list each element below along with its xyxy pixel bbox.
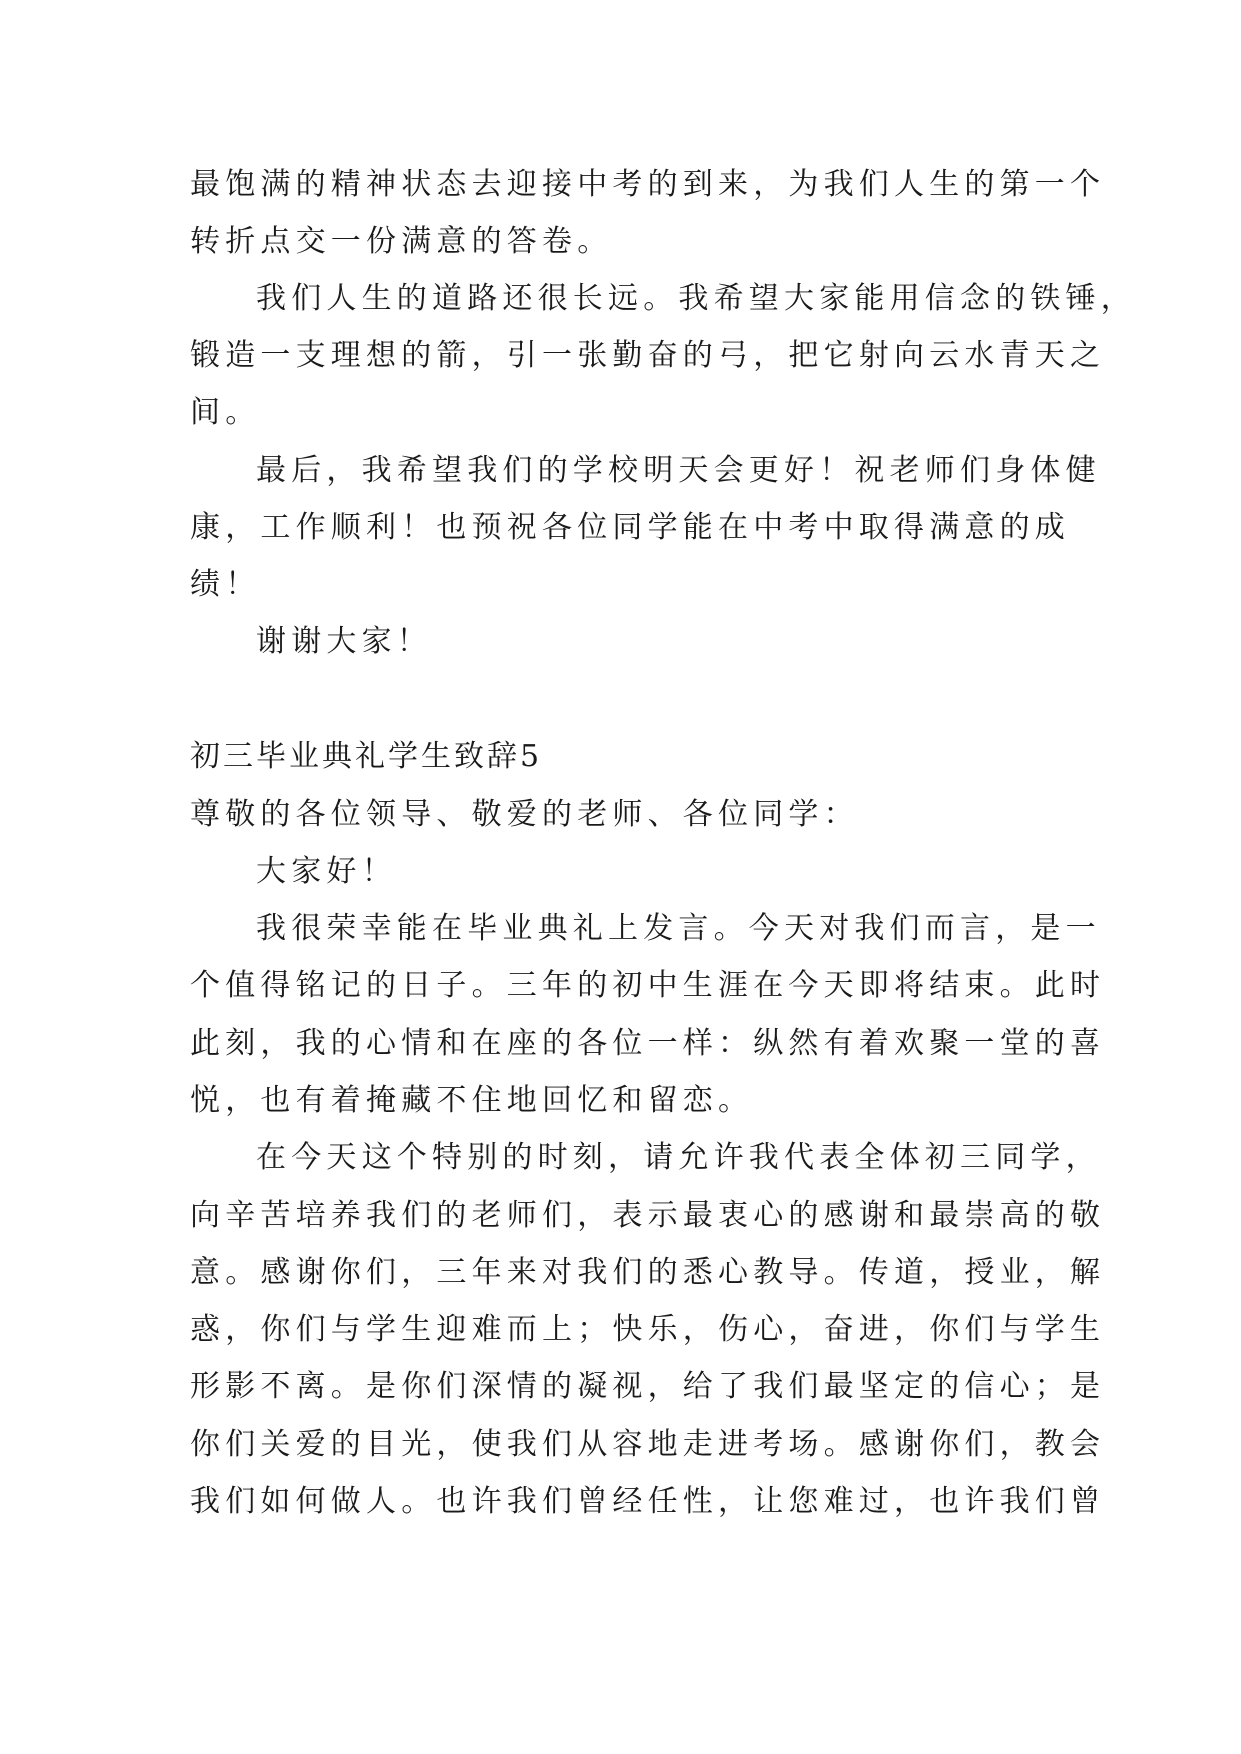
salutation: 尊敬的各位领导、敬爱的老师、各位同学： (190, 797, 859, 832)
greeting: 大家好！ (256, 854, 397, 889)
text-line: 锻造一支理想的箭，引一张勤奋的弓，把它射向云水青天之 (190, 338, 1106, 373)
text-line: 我们如何做人。也许我们曾经任性，让您难过，也许我们曾 (190, 1484, 1106, 1519)
text-line: 向辛苦培养我们的老师们，表示最衷心的感谢和最崇高的敬 (190, 1198, 1106, 1233)
text-line: 最饱满的精神状态去迎接中考的到来，为我们人生的第一个 (190, 167, 1106, 202)
paragraph-start: 我很荣幸能在毕业典礼上发言。今天对我们而言，是一 (256, 911, 1101, 946)
text-line: 间。 (190, 395, 261, 430)
text-line: 惑，你们与学生迎难而上；快乐，伤心，奋进，你们与学生 (190, 1312, 1106, 1347)
text-line: 个值得铭记的日子。三年的初中生涯在今天即将结束。此时 (190, 968, 1106, 1003)
paragraph-start: 在今天这个特别的时刻，请允许我代表全体初三同学， (256, 1140, 1101, 1175)
paragraph-start: 最后，我希望我们的学校明天会更好！祝老师们身体健 (256, 453, 1101, 488)
paragraph-start: 我们人生的道路还很长远。我希望大家能用信念的铁锤， (256, 281, 1136, 316)
text-line: 此刻，我的心情和在座的各位一样：纵然有着欢聚一堂的喜 (190, 1026, 1106, 1061)
text-line: 意。感谢你们，三年来对我们的悉心教导。传道，授业，解 (190, 1255, 1106, 1290)
text-line: 形影不离。是你们深情的凝视，给了我们最坚定的信心；是 (190, 1369, 1106, 1404)
text-line: 绩！ (190, 567, 261, 602)
section-heading: 初三毕业典礼学生致辞5 (190, 739, 543, 774)
text-line: 悦，也有着掩藏不住地回忆和留恋。 (190, 1083, 754, 1118)
text-line: 你们关爱的目光，使我们从容地走进考场。感谢你们，教会 (190, 1427, 1106, 1462)
paragraph-start: 谢谢大家！ (256, 624, 432, 659)
text-line: 转折点交一份满意的答卷。 (190, 224, 613, 259)
text-line: 康，工作顺利！也预祝各位同学能在中考中取得满意的成 (190, 510, 1070, 545)
